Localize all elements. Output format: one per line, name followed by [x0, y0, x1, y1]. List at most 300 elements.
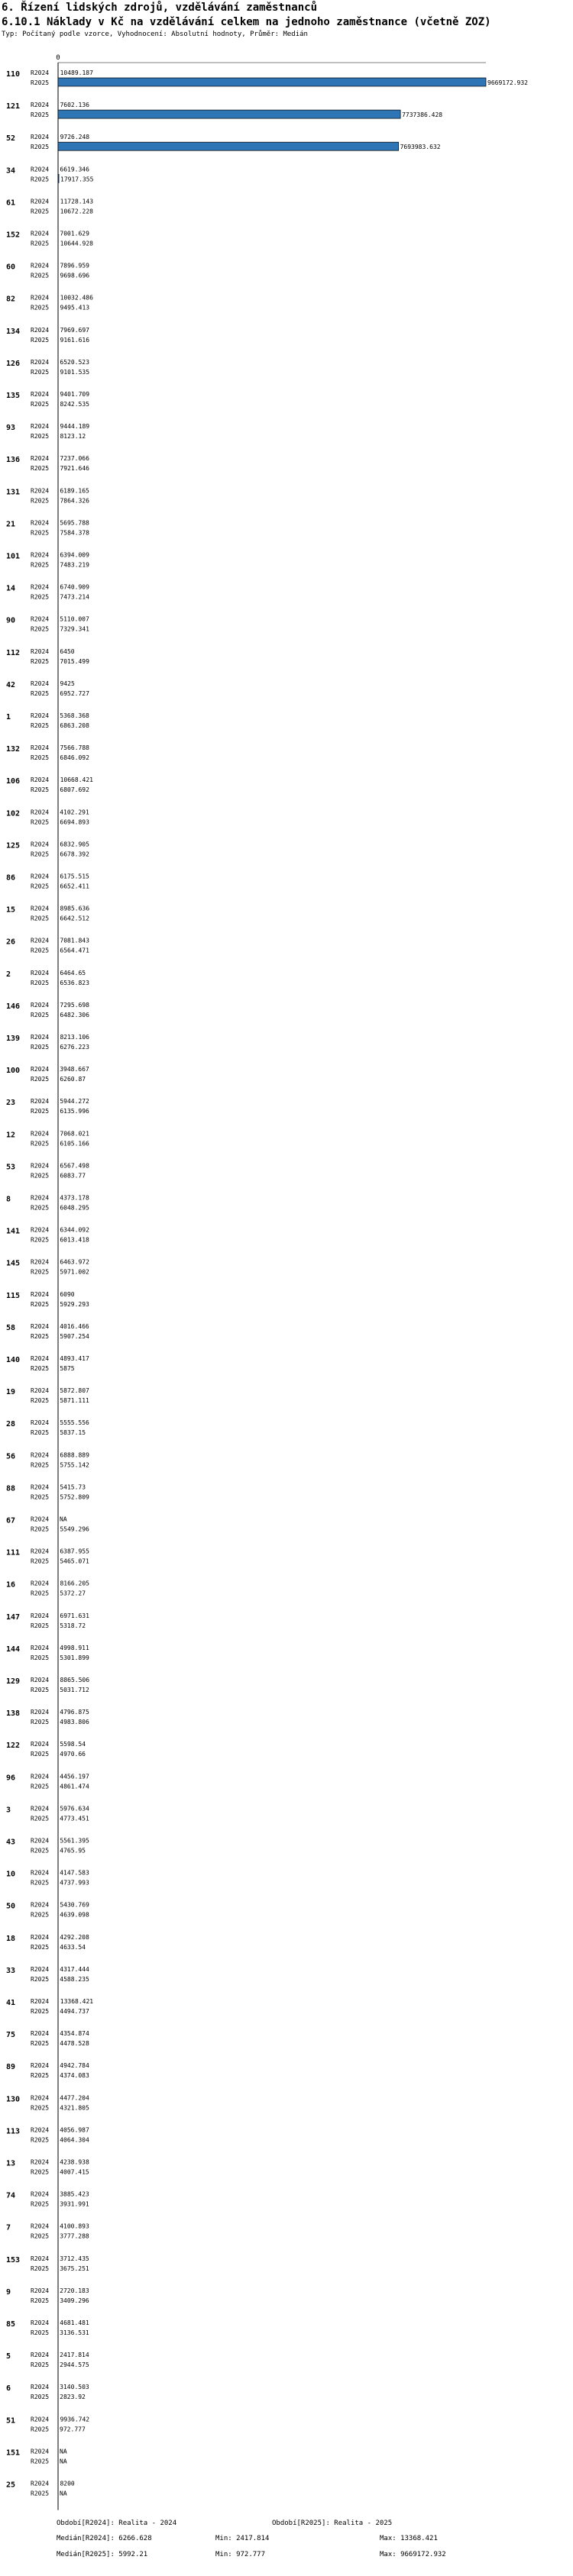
data-label: 10644.928 [60, 240, 93, 247]
series-label: R2025 [31, 465, 50, 473]
group-label: 110 [6, 70, 21, 79]
series-label: R2024 [31, 1677, 50, 1683]
series-label: R2025 [31, 2394, 50, 2401]
median-2024: Medián[R2024]: 6266.628 [57, 2535, 152, 2542]
data-label: 4100.893 [60, 2223, 89, 2230]
data-label: 17917.355 [60, 176, 94, 183]
series-label: R2025 [31, 2264, 50, 2272]
series-label: R2024 [31, 2255, 50, 2262]
data-label: 5465.071 [60, 1558, 89, 1565]
data-label: 7584.378 [60, 529, 89, 537]
series-label: R2024 [31, 166, 50, 173]
data-label: 10032.486 [60, 294, 93, 302]
data-label: 2720.183 [60, 2287, 89, 2294]
data-label: 6642.512 [60, 915, 89, 922]
group-label: 126 [6, 359, 21, 368]
series-label: R2025 [31, 722, 50, 729]
group-label: 106 [6, 777, 21, 786]
group-label: 10 [6, 1870, 16, 1879]
group-label: 25 [6, 2481, 16, 2490]
data-label: 6846.092 [60, 754, 89, 762]
group-label: 5 [6, 2352, 11, 2361]
data-label: 4893.417 [60, 1355, 89, 1362]
data-label: 5695.788 [60, 519, 89, 527]
series-label: R2025 [31, 2329, 50, 2336]
series-label: R2025 [31, 1558, 50, 1565]
series-label: R2025 [31, 111, 50, 119]
data-label: 3948.667 [60, 1066, 89, 1073]
series-label: R2025 [31, 1493, 50, 1501]
data-label: 7295.698 [60, 1001, 89, 1009]
series-label: R2025 [31, 689, 50, 697]
series-label: R2024 [31, 1130, 50, 1138]
series-label: R2024 [31, 2094, 50, 2102]
series-label: R2025 [31, 79, 50, 86]
series-label: R2025 [31, 2040, 50, 2048]
data-label: 4639.098 [60, 1911, 89, 1919]
data-label: 4796.875 [60, 1709, 89, 1716]
data-label: 4373.178 [60, 1194, 89, 1202]
min-2024: Min: 2417.814 [215, 2535, 270, 2542]
data-label: 4998.911 [60, 1644, 89, 1651]
min-2025: Min: 972.777 [215, 2551, 266, 2558]
series-label: R2025 [31, 1911, 50, 1919]
series-label: R2024 [31, 1837, 50, 1845]
group-label: 51 [6, 2416, 16, 2426]
series-label: R2024 [31, 1483, 50, 1491]
data-label: 3409.296 [60, 2297, 89, 2304]
data-label: 5875 [60, 1365, 75, 1372]
series-label: R2024 [31, 583, 50, 591]
data-label: 8123.12 [60, 433, 86, 441]
group-label: 96 [6, 1774, 16, 1783]
data-label: 7015.499 [60, 657, 89, 665]
data-label: 4478.528 [60, 2040, 89, 2048]
data-label: 8166.205 [60, 1580, 90, 1587]
group-label: 28 [6, 1420, 16, 1429]
series-label: R2025 [31, 1236, 50, 1244]
series-label: R2025 [31, 1815, 50, 1822]
data-label: 7329.341 [60, 625, 89, 633]
series-label: R2024 [31, 2384, 50, 2391]
data-label: 5598.54 [60, 1741, 86, 1748]
data-label: 6952.727 [60, 689, 89, 697]
data-label: 7237.066 [60, 455, 89, 463]
series-label: R2025 [31, 625, 50, 633]
series-label: R2024 [31, 294, 50, 302]
data-label: 7081.843 [60, 937, 89, 944]
data-label: 4354.874 [60, 2030, 89, 2038]
data-label: 4942.784 [60, 2062, 89, 2070]
series-label: R2025 [31, 657, 50, 665]
group-label: 43 [6, 1838, 16, 1847]
series-label: R2025 [31, 304, 50, 312]
series-label: R2025 [31, 497, 50, 505]
data-label: 7068.021 [60, 1130, 89, 1138]
group-label: 13 [6, 2159, 16, 2168]
data-label: 11728.143 [60, 198, 94, 205]
bar [58, 78, 486, 86]
data-label: 4321.805 [60, 2104, 89, 2112]
group-label: 152 [6, 231, 21, 240]
data-label: 5110.007 [60, 615, 89, 623]
series-label: R2025 [31, 1332, 50, 1340]
data-label: 4861.474 [60, 1783, 89, 1790]
series-label: R2024 [31, 1355, 50, 1362]
series-label: R2024 [31, 262, 50, 270]
series-label: R2024 [31, 1098, 50, 1106]
data-label: 6090 [60, 1290, 75, 1298]
series-label: R2024 [31, 776, 50, 784]
bar [58, 142, 399, 150]
group-label: 136 [6, 456, 21, 465]
group-label: 34 [6, 166, 16, 176]
data-label: 4016.466 [60, 1322, 89, 1330]
chart-title: 6.10.1 Náklady v Kč na vzdělávání celkem na jednoho zaměstnance (včetně ZOZ) [2, 16, 491, 28]
group-label: 144 [6, 1645, 21, 1654]
group-label: 139 [6, 1035, 21, 1043]
group-label: 138 [6, 1709, 21, 1719]
group-label: 151 [6, 2448, 21, 2458]
series-label: R2025 [31, 1140, 50, 1148]
data-label: 8865.506 [60, 1677, 90, 1683]
series-label: R2025 [31, 1751, 50, 1758]
data-label: 5944.272 [60, 1098, 89, 1106]
series-label: R2025 [31, 1783, 50, 1790]
data-label: 7737386.428 [402, 111, 443, 119]
group-label: 33 [6, 1966, 16, 1975]
series-label: R2025 [31, 1044, 50, 1051]
data-label: 5555.556 [60, 1419, 89, 1427]
series-label: R2025 [31, 915, 50, 922]
series-label: R2025 [31, 401, 50, 408]
group-label: 82 [6, 295, 16, 304]
group-label: 134 [6, 327, 21, 336]
series-label: R2024 [31, 1322, 50, 1330]
data-label: 6135.996 [60, 1108, 89, 1115]
data-label: 4494.737 [60, 2008, 89, 2015]
data-label: 10489.187 [60, 69, 93, 76]
series-label: R2024 [31, 198, 50, 205]
data-label: 6450 [60, 647, 75, 655]
series-label: R2024 [31, 1580, 50, 1587]
data-label: 5976.634 [60, 1805, 89, 1813]
series-label: R2024 [31, 519, 50, 527]
series-label: R2025 [31, 1108, 50, 1115]
data-label: 6083.77 [60, 1172, 86, 1180]
group-label: 125 [6, 841, 21, 851]
group-label: 89 [6, 2063, 16, 2072]
data-label: 4317.444 [60, 1965, 89, 1973]
legend-period-2025: Období[R2025]: Realita - 2025 [272, 2520, 393, 2527]
x-tick-label: 0 [56, 54, 60, 62]
data-label: 3675.251 [60, 2264, 89, 2272]
max-2025: Max: 9669172.932 [380, 2551, 446, 2558]
group-label: 145 [6, 1259, 21, 1268]
data-label: 7921.646 [60, 465, 89, 473]
series-label: R2025 [31, 2232, 50, 2240]
series-label: R2025 [31, 1975, 50, 1983]
series-label: R2025 [31, 433, 50, 441]
data-label: NA [60, 2458, 67, 2465]
group-label: 1 [6, 713, 11, 721]
group-label: 16 [6, 1580, 16, 1590]
data-label: 6344.092 [60, 1226, 89, 1234]
group-label: 146 [6, 1002, 21, 1011]
series-label: R2024 [31, 1387, 50, 1395]
series-label: R2024 [31, 2030, 50, 2038]
data-label: 4983.806 [60, 1719, 89, 1726]
series-label: R2025 [31, 1461, 50, 1469]
series-label: R2025 [31, 2458, 50, 2465]
data-label: 5430.769 [60, 1901, 89, 1909]
series-label: R2025 [31, 593, 50, 601]
series-label: R2025 [31, 2136, 50, 2144]
data-label: 8242.535 [60, 401, 90, 408]
series-label: R2025 [31, 368, 50, 376]
data-label: 6387.955 [60, 1548, 89, 1555]
data-label: 4292.208 [60, 1933, 89, 1941]
data-label: 6807.692 [60, 786, 89, 794]
data-label: 4765.95 [60, 1847, 86, 1855]
series-label: R2024 [31, 2223, 50, 2230]
series-label: R2024 [31, 1741, 50, 1748]
series-label: R2024 [31, 1290, 50, 1298]
series-label: R2025 [31, 2297, 50, 2304]
max-2024: Max: 13368.421 [380, 2535, 438, 2542]
series-label: R2025 [31, 144, 50, 151]
data-label: 5971.002 [60, 1268, 89, 1276]
data-label: 5031.712 [60, 1687, 89, 1693]
group-label: 112 [6, 648, 21, 657]
group-label: 19 [6, 1388, 16, 1397]
group-label: 129 [6, 1677, 21, 1686]
series-label: R2024 [31, 1162, 50, 1170]
data-label: 6678.392 [60, 851, 89, 858]
group-label: 8 [6, 1195, 11, 1204]
data-label: 5752.809 [60, 1493, 89, 1501]
series-label: R2024 [31, 2319, 50, 2326]
group-label: 115 [6, 1291, 21, 1300]
series-label: R2024 [31, 1709, 50, 1716]
series-label: R2024 [31, 69, 50, 76]
data-label: 6520.523 [60, 358, 89, 366]
data-label: 5837.15 [60, 1429, 86, 1437]
series-label: R2024 [31, 1226, 50, 1234]
series-label: R2024 [31, 1612, 50, 1619]
data-label: 5872.807 [60, 1387, 89, 1395]
group-label: 147 [6, 1612, 21, 1622]
group-label: 101 [6, 552, 21, 561]
series-label: R2024 [31, 2480, 50, 2487]
data-label: 5929.293 [60, 1300, 89, 1308]
group-label: 100 [6, 1067, 21, 1076]
data-label: 8200 [60, 2480, 75, 2487]
data-label: 6464.65 [60, 969, 86, 976]
data-label: 5549.296 [60, 1525, 89, 1533]
data-label: 4238.938 [60, 2158, 89, 2166]
series-label: R2024 [31, 615, 50, 623]
data-label: 6048.295 [60, 1204, 89, 1212]
data-label: 4633.54 [60, 1943, 86, 1951]
data-label: 5871.111 [60, 1397, 89, 1405]
group-label: 23 [6, 1099, 16, 1108]
group-label: 41 [6, 1999, 16, 2007]
data-label: 9444.189 [60, 423, 90, 431]
series-label: R2025 [31, 240, 50, 247]
series-label: R2024 [31, 1644, 50, 1651]
data-label: 10672.228 [60, 208, 93, 215]
series-label: R2024 [31, 1034, 50, 1041]
data-label: 7483.219 [60, 561, 89, 569]
group-label: 121 [6, 102, 21, 111]
data-label: 4588.235 [60, 1975, 89, 1983]
group-label: 141 [6, 1227, 21, 1236]
series-label: R2025 [31, 1654, 50, 1661]
group-label: 14 [6, 584, 16, 593]
section-heading: 6. Řízení lidských zdrojů, vzdělávání zaměstnanců [2, 2, 318, 14]
series-label: R2024 [31, 423, 50, 431]
data-label: 972.777 [60, 2426, 86, 2433]
series-label: R2024 [31, 391, 50, 398]
series-label: R2024 [31, 1001, 50, 1009]
series-label: R2025 [31, 786, 50, 794]
group-label: 113 [6, 2127, 21, 2136]
group-label: 18 [6, 1934, 16, 1943]
group-label: 75 [6, 2031, 16, 2040]
data-label: 7001.629 [60, 230, 89, 237]
data-label: 9401.709 [60, 391, 90, 398]
data-label: 3931.991 [60, 2200, 89, 2208]
data-label: 7864.326 [60, 497, 89, 505]
data-label: 4681.481 [60, 2319, 89, 2326]
group-label: 56 [6, 1452, 16, 1461]
series-label: R2025 [31, 208, 50, 215]
group-label: 130 [6, 2095, 21, 2104]
data-label: 5318.72 [60, 1622, 86, 1629]
data-label: 6463.972 [60, 1258, 89, 1266]
series-label: R2024 [31, 1933, 50, 1941]
series-label: R2024 [31, 1419, 50, 1427]
median-2025: Medián[R2025]: 5992.21 [57, 2551, 148, 2558]
series-label: R2024 [31, 1805, 50, 1813]
series-label: R2025 [31, 2490, 50, 2497]
series-label: R2025 [31, 947, 50, 954]
data-label: 6740.909 [60, 583, 89, 591]
series-label: R2024 [31, 551, 50, 559]
data-label: 6567.498 [60, 1162, 89, 1170]
data-label: 4007.415 [60, 2168, 89, 2176]
data-label: 6694.893 [60, 818, 89, 826]
data-label: 4970.66 [60, 1751, 86, 1758]
data-label: 7969.697 [60, 326, 89, 334]
series-label: R2024 [31, 455, 50, 463]
series-label: R2024 [31, 1773, 50, 1780]
series-label: R2024 [31, 2352, 50, 2359]
group-label: 42 [6, 680, 16, 689]
series-label: R2025 [31, 561, 50, 569]
chart-subtitle: Typ: Počítaný podle vzorce, Vyhodnocení: Absolutní hodnoty, Průměr: Medián [2, 31, 308, 38]
group-label: 131 [6, 488, 21, 497]
series-label: R2025 [31, 851, 50, 858]
group-label: 58 [6, 1323, 16, 1332]
data-label: 4773.451 [60, 1815, 89, 1822]
series-label: R2024 [31, 1066, 50, 1073]
series-label: R2024 [31, 326, 50, 334]
data-label: 9698.696 [60, 272, 90, 279]
group-label: 140 [6, 1356, 21, 1364]
group-label: 50 [6, 1902, 16, 1911]
series-label: R2025 [31, 1525, 50, 1533]
data-label: 6013.418 [60, 1236, 89, 1244]
series-label: R2024 [31, 1451, 50, 1459]
series-label: R2024 [31, 134, 50, 141]
group-label: 6 [6, 2384, 11, 2394]
data-label: 5415.73 [60, 1483, 86, 1491]
series-label: R2024 [31, 841, 50, 848]
data-label: 9495.413 [60, 304, 90, 312]
data-label: 6564.471 [60, 947, 89, 954]
group-label: 153 [6, 2255, 21, 2264]
series-label: R2024 [31, 2062, 50, 2070]
data-label: 7473.214 [60, 593, 89, 601]
data-label: 5368.368 [60, 712, 89, 719]
data-label: 8213.106 [60, 1034, 90, 1041]
data-label: 6105.166 [60, 1140, 89, 1148]
series-label: R2025 [31, 1204, 50, 1212]
group-label: 2 [6, 970, 11, 979]
group-label: 7 [6, 2223, 11, 2232]
group-label: 9 [6, 2287, 11, 2297]
series-label: R2024 [31, 1258, 50, 1266]
series-label: R2025 [31, 1397, 50, 1405]
series-label: R2024 [31, 2448, 50, 2455]
data-label: NA [60, 2490, 67, 2497]
data-label: 3777.288 [60, 2232, 89, 2240]
series-label: R2025 [31, 2200, 50, 2208]
data-label: 5372.27 [60, 1590, 86, 1597]
series-label: R2024 [31, 809, 50, 816]
series-label: R2025 [31, 2008, 50, 2015]
group-label: 86 [6, 873, 16, 883]
series-label: R2024 [31, 1965, 50, 1973]
series-label: R2024 [31, 1194, 50, 1202]
data-label: 6276.223 [60, 1044, 89, 1051]
data-label: 6619.346 [60, 166, 89, 173]
data-label: 5561.395 [60, 1837, 89, 1845]
series-label: R2024 [31, 1998, 50, 2005]
group-label: 15 [6, 905, 16, 915]
data-label: 13368.421 [60, 1998, 94, 2005]
data-label: NA [60, 2448, 67, 2455]
series-label: R2025 [31, 1268, 50, 1276]
series-label: R2025 [31, 1365, 50, 1372]
group-label: 102 [6, 809, 21, 818]
group-label: 61 [6, 199, 16, 208]
series-label: R2025 [31, 1719, 50, 1726]
bar [58, 174, 59, 182]
group-label: 53 [6, 1163, 16, 1172]
data-label: 7896.959 [60, 262, 89, 270]
data-label: 2823.92 [60, 2394, 86, 2401]
series-label: R2025 [31, 272, 50, 279]
data-label: 6863.208 [60, 722, 89, 729]
group-label: 135 [6, 392, 21, 400]
series-label: R2025 [31, 1687, 50, 1693]
series-label: R2025 [31, 176, 50, 183]
group-label: 67 [6, 1516, 16, 1525]
series-label: R2025 [31, 2426, 50, 2433]
